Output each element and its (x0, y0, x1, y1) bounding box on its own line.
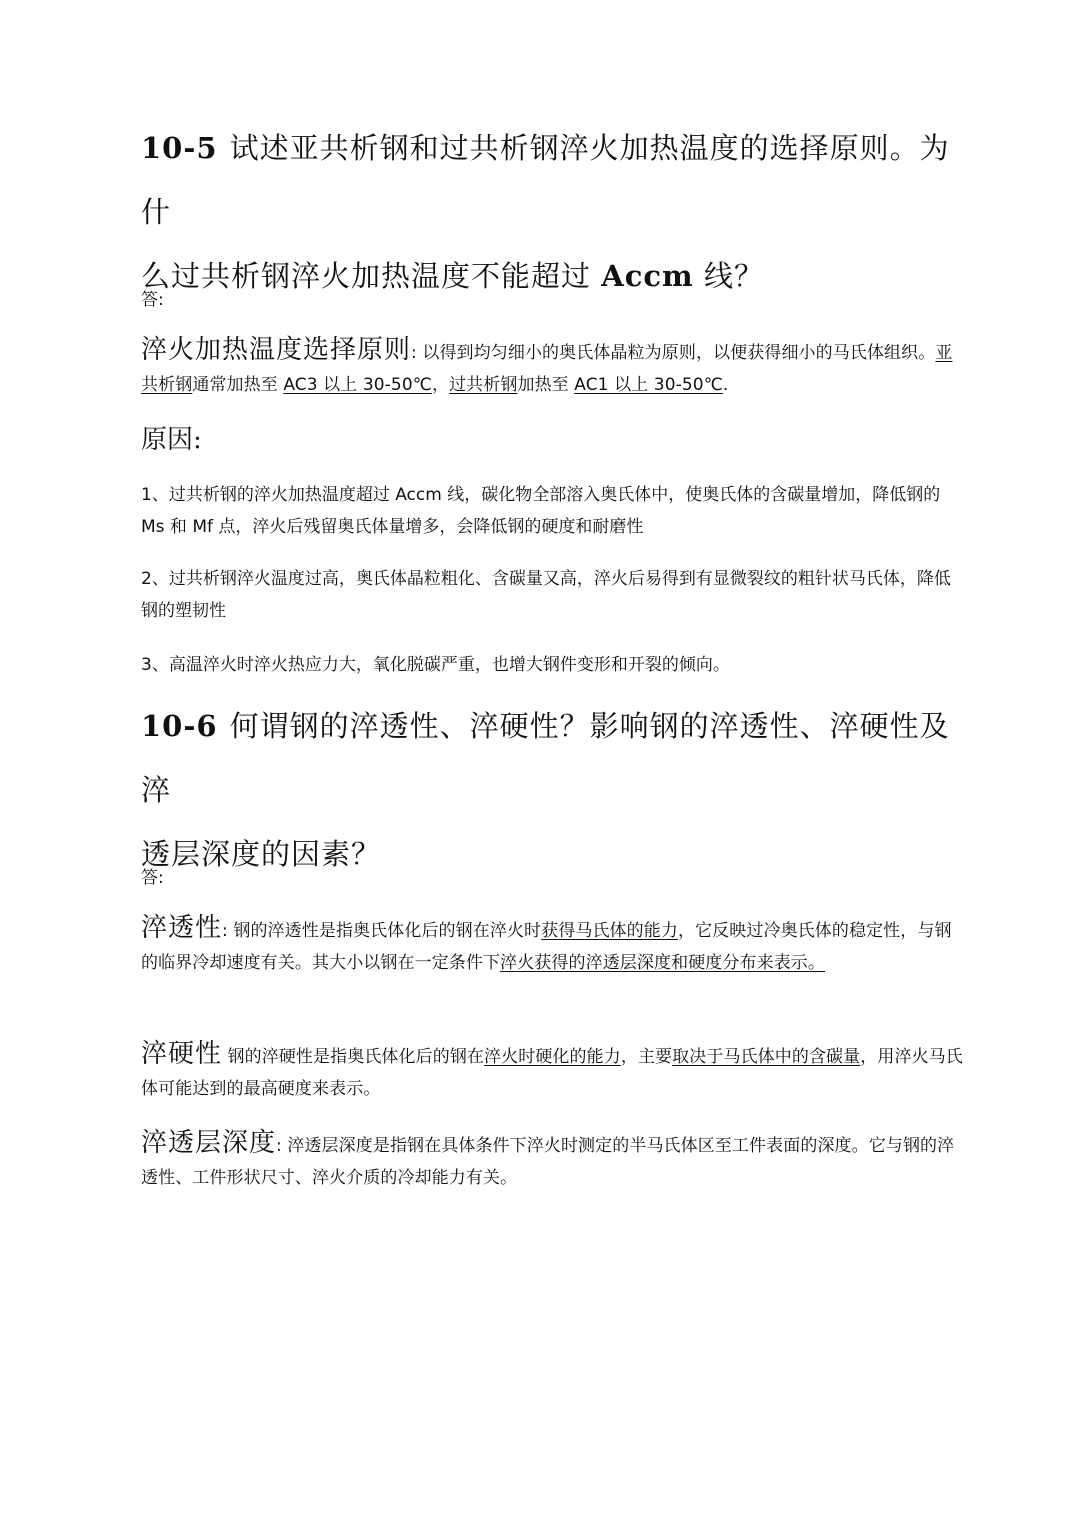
question-10-5-line-1: 10-5 试述亚共析钢和过共析钢淬火加热温度的选择原则。为什 (141, 131, 950, 229)
reason-heading: 原因: (141, 425, 202, 455)
underlined-text: 过共析钢 (449, 375, 518, 395)
depth-term: 淬透层深度 (141, 1128, 277, 1158)
question-10-6-line-1: 10-6 何谓钢的淬透性、淬硬性？影响钢的淬透性、淬硬性及淬 (141, 709, 950, 807)
hardenability-paragraph: 淬透性: 钢的淬透性是指奥氏体化后的钢在淬火时获得马氏体的能力，它反映过冷奥氏体的稳定性，与钢的临界冷却速度有关。其大小以钢在一定条件下淬火获得的淬透层深度和硬度分布来表示。 (141, 913, 952, 973)
question-10-5-title (141, 116, 971, 308)
hardenability-term: 淬透性 (141, 913, 223, 943)
principle-paragraph: 淬火加热温度选择原则: 以得到均匀细小的奥氏体晶粒为原则，以便获得细小的马氏体组织。亚共析钢通常加热至 AC3 以上 30-50℃，过共析钢加热至 AC1 以上 30-50℃. (141, 335, 953, 395)
question-10-6-title (141, 694, 971, 886)
answer-label: 答: (141, 290, 164, 310)
underlined-text: AC1 以上 30-50℃ (574, 375, 723, 395)
reason-item-1: 1、过共析钢的淬火加热温度超过 Accm 线，碳化物全部溶入奥氏体中，使奥氏体的含碳量增加，降低钢的 Ms 和 Mf 点，淬火后残留奥氏体量增多，会降低钢的硬度和耐磨性 (141, 485, 941, 537)
question-10-6-line-2: 透层深度的因素？ (141, 837, 382, 871)
answer-label: 答: (141, 868, 164, 888)
hardness-paragraph: 淬硬性 钢的淬硬性是指奥氏体化后的钢在淬火时硬化的能力，主要取决于马氏体中的含碳量，用淬火马氏体可能达到的最高硬度来表示。 (141, 1039, 963, 1099)
reason-item-3: 3、高温淬火时淬火热应力大，氧化脱碳严重，也增大钢件变形和开裂的倾向。 (141, 655, 730, 675)
depth-paragraph: 淬透层深度: 淬透层深度是指钢在具体条件下淬火时测定的半马氏体区至工件表面的深度。它与钢的淬透性、工件形状尺寸、淬火介质的冷却能力有关。 (141, 1128, 955, 1188)
underlined-text: 淬火时硬化的能力 (484, 1047, 621, 1067)
underlined-text: 亚共析钢 (141, 343, 953, 395)
underlined-text: 获得马氏体的能力 (541, 921, 678, 941)
hardness-term: 淬硬性 (141, 1039, 223, 1069)
underlined-text: AC3 以上 30-50℃ (283, 375, 432, 395)
question-number: 10-6 (141, 709, 218, 743)
underlined-text: 淬火获得的淬透层深度和硬度分布来表示。 (500, 953, 826, 973)
reason-item-2: 2、过共析钢淬火温度过高，奥氏体晶粒粗化、含碳量又高，淬火后易得到有显微裂纹的粗针状马氏体，降低钢的塑韧性 (141, 569, 951, 621)
question-number: 10-5 (141, 131, 218, 165)
question-10-5-line-2: 么过共析钢淬火加热温度不能超过 Accm 线？ (141, 259, 764, 293)
principle-term: 淬火加热温度选择原则 (141, 335, 412, 365)
underlined-text: 取决于马氏体中的含碳量 (672, 1047, 861, 1067)
